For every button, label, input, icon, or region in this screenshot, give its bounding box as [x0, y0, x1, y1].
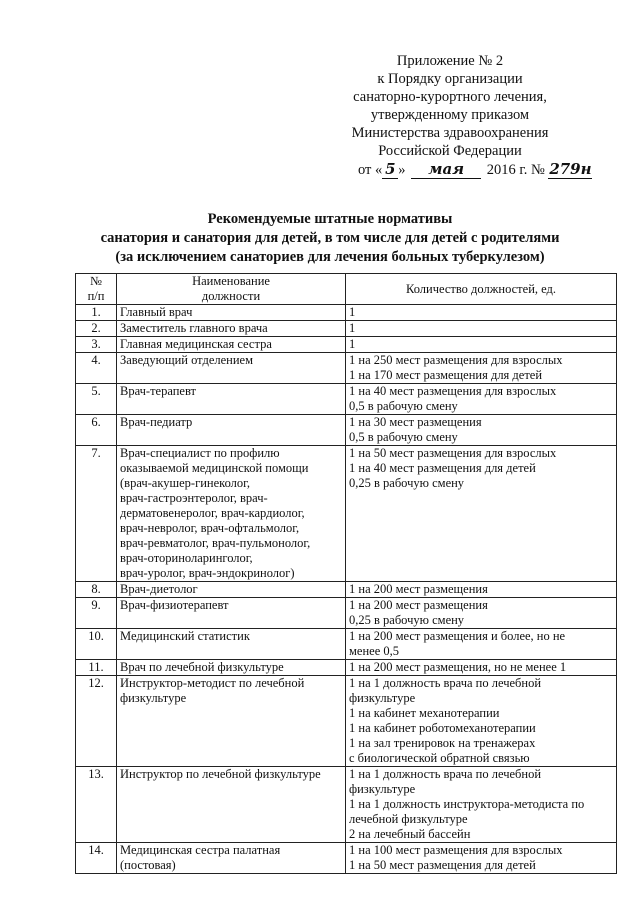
- handwritten-day: 5: [382, 160, 398, 179]
- quantity-line: 0,5 в рабочую смену: [349, 399, 458, 413]
- position-name-line: Медицинский статистик: [120, 629, 250, 643]
- position-name-line: Врач-педиатр: [120, 415, 193, 429]
- quantity-line: 1 на 50 мест размещения для взрослых: [349, 446, 557, 460]
- position-name: [117, 598, 346, 629]
- position-quantity: [346, 446, 617, 582]
- position-name-line: дерматовенеролог, врач-кардиолог,: [120, 506, 305, 520]
- position-name: [117, 629, 346, 660]
- appendix-line: Приложение № 2: [396, 53, 504, 69]
- position-name-line: врач-невролог, врач-офтальмолог,: [120, 521, 300, 535]
- position-name-line: врач-гастроэнтеролог, врач-: [120, 491, 268, 505]
- position-name: [117, 446, 346, 582]
- quantity-line: 2 на лечебный бассейн: [349, 827, 471, 841]
- position-name-line: Медицинская сестра палатная: [120, 843, 281, 857]
- quantity-line: 1: [349, 321, 356, 335]
- quantity-line: 1 на 200 мест размещения: [349, 598, 488, 612]
- quantity-line: 1 на 250 мест размещения для взрослых: [349, 353, 563, 367]
- position-quantity: [346, 321, 617, 337]
- quantity-line: 1 на 200 мест размещения: [349, 582, 488, 596]
- quantity-line: 0,25 в рабочую смену: [349, 613, 465, 627]
- position-name: [117, 384, 346, 415]
- position-quantity: [346, 767, 617, 843]
- row-number: 1.: [76, 305, 117, 321]
- header-number: [76, 274, 117, 305]
- position-quantity: [346, 305, 617, 321]
- position-name: [117, 843, 346, 874]
- appendix-line: Министерства здравоохранения: [351, 125, 549, 141]
- position-name: [117, 337, 346, 353]
- position-name-line: Инструктор по лечебной физкультуре: [120, 767, 321, 781]
- position-name-line: (врач-акушер-гинеколог,: [120, 476, 250, 490]
- quantity-line: менее 0,5: [349, 644, 399, 658]
- quantity-line: 1: [349, 305, 356, 319]
- position-name: [117, 353, 346, 384]
- table-row: [76, 446, 617, 582]
- quantity-line: 0,25 в рабочую смену: [349, 476, 465, 490]
- quantity-line: 1 на 1 должность врача по лечебной: [349, 767, 542, 781]
- handwritten-month: мая: [411, 160, 481, 179]
- position-name: [117, 321, 346, 337]
- quantity-line: физкультуре: [349, 691, 416, 705]
- appendix-line: Российской Федерации: [378, 143, 522, 159]
- table-row: [76, 321, 617, 337]
- quantity-line: 1 на 50 мест размещения для детей: [349, 858, 536, 872]
- date-prefix: от «: [358, 162, 383, 178]
- position-name-line: Заместитель главного врача: [120, 321, 268, 335]
- header-number-line: п/п: [87, 289, 105, 303]
- quantity-line: 1 на зал тренировок на тренажерах: [349, 736, 536, 750]
- table-row: [76, 629, 617, 660]
- row-number: 5.: [76, 384, 117, 415]
- position-name-line: Врач по лечебной физкультуре: [120, 660, 284, 674]
- position-name-line: Главный врач: [120, 305, 193, 319]
- position-name-line: Врач-диетолог: [120, 582, 198, 596]
- header-position: [117, 274, 346, 305]
- table-row: [76, 767, 617, 843]
- table-row: [76, 582, 617, 598]
- quantity-line: 1 на 170 мест размещения для детей: [349, 368, 543, 382]
- quantity-line: 0,5 в рабочую смену: [349, 430, 458, 444]
- row-number: 4.: [76, 353, 117, 384]
- appendix-header: [330, 52, 570, 160]
- quantity-line: 1 на кабинет роботомеханотерапии: [349, 721, 536, 735]
- position-name-line: Инструктор-методист по лечебной: [120, 676, 305, 690]
- row-number: 13.: [76, 767, 117, 843]
- position-name-line: оказываемой медицинской помощи: [120, 461, 309, 475]
- position-name-line: Врач-физиотерапевт: [120, 598, 229, 612]
- position-name-line: физкультуре: [120, 691, 187, 705]
- row-number: 3.: [76, 337, 117, 353]
- order-date-line: [358, 160, 592, 179]
- table-row: [76, 337, 617, 353]
- title-line: (за исключением санаториев для лечения больных туберкулезом): [115, 249, 545, 265]
- position-name-line: Заведующий отделением: [120, 353, 254, 367]
- position-quantity: [346, 598, 617, 629]
- position-name-line: Врач-специалист по профилю: [120, 446, 280, 460]
- position-name-line: (постовая): [120, 858, 176, 872]
- title-line: Рекомендуемые штатные нормативы: [207, 211, 453, 227]
- quantity-line: 1 на 30 мест размещения: [349, 415, 482, 429]
- table-row: [76, 660, 617, 676]
- position-name-line: врач-оториноларинголог,: [120, 551, 253, 565]
- quantity-line: 1 на 1 должность врача по лечебной: [349, 676, 542, 690]
- quantity-line: 1 на 200 мест размещения и более, но не: [349, 629, 566, 643]
- document-title: [60, 210, 600, 267]
- position-name: [117, 660, 346, 676]
- table-row: [76, 384, 617, 415]
- row-number: 12.: [76, 676, 117, 767]
- row-number: 6.: [76, 415, 117, 446]
- quantity-line: 1 на 40 мест размещения для взрослых: [349, 384, 557, 398]
- header-number-line: №: [90, 274, 102, 288]
- quantity-line: лечебной физкультуре: [349, 812, 468, 826]
- quantity-line: 1 на 1 должность инструктора-методиста по: [349, 797, 585, 811]
- position-name: [117, 305, 346, 321]
- row-number: 11.: [76, 660, 117, 676]
- table-row: [76, 415, 617, 446]
- table-row: [76, 598, 617, 629]
- header-position-line: Наименование: [192, 274, 270, 288]
- row-number: 14.: [76, 843, 117, 874]
- table-body: [76, 305, 617, 874]
- quantity-line: физкультуре: [349, 782, 416, 796]
- position-name-line: Главная медицинская сестра: [120, 337, 272, 351]
- position-quantity: [346, 384, 617, 415]
- position-quantity: [346, 353, 617, 384]
- position-quantity: [346, 660, 617, 676]
- position-name-line: врач-ревматолог, врач-пульмонолог,: [120, 536, 311, 550]
- row-number: 9.: [76, 598, 117, 629]
- position-name: [117, 676, 346, 767]
- position-name-line: врач-уролог, врач-эндокринолог): [120, 566, 295, 580]
- staffing-table: [75, 273, 617, 874]
- row-number: 7.: [76, 446, 117, 582]
- table-header-row: [76, 274, 617, 305]
- position-quantity: [346, 582, 617, 598]
- quantity-line: 1 на 40 мест размещения для детей: [349, 461, 536, 475]
- appendix-line: санаторно-курортного лечения,: [353, 89, 547, 105]
- quantity-line: 1: [349, 337, 356, 351]
- appendix-line: утвержденному приказом: [370, 107, 530, 123]
- table-row: [76, 676, 617, 767]
- quantity-line: 1 на кабинет механотерапии: [349, 706, 500, 720]
- appendix-line: к Порядку организации: [377, 71, 523, 87]
- table-row: [76, 305, 617, 321]
- handwritten-order-number: 279н: [549, 160, 592, 178]
- quantity-line: 1 на 100 мест размещения для взрослых: [349, 843, 563, 857]
- table-row: [76, 353, 617, 384]
- date-year: 2016 г. №: [486, 162, 545, 178]
- title-line: санатория и санатория для детей, в том числе для детей с родителями: [100, 230, 560, 246]
- row-number: 10.: [76, 629, 117, 660]
- date-mid: »: [398, 162, 406, 178]
- quantity-line: 1 на 200 мест размещения, но не менее 1: [349, 660, 567, 674]
- header-position-line: должности: [201, 289, 261, 303]
- header-quantity: Количество должностей, ед.: [346, 274, 617, 305]
- position-name-line: Врач-терапевт: [120, 384, 197, 398]
- position-quantity: [346, 337, 617, 353]
- quantity-line: с биологической обратной связью: [349, 751, 530, 765]
- position-name: [117, 582, 346, 598]
- table-row: [76, 843, 617, 874]
- position-name: [117, 767, 346, 843]
- position-quantity: [346, 843, 617, 874]
- row-number: 8.: [76, 582, 117, 598]
- position-quantity: [346, 676, 617, 767]
- position-quantity: [346, 629, 617, 660]
- row-number: 2.: [76, 321, 117, 337]
- position-quantity: [346, 415, 617, 446]
- position-name: [117, 415, 346, 446]
